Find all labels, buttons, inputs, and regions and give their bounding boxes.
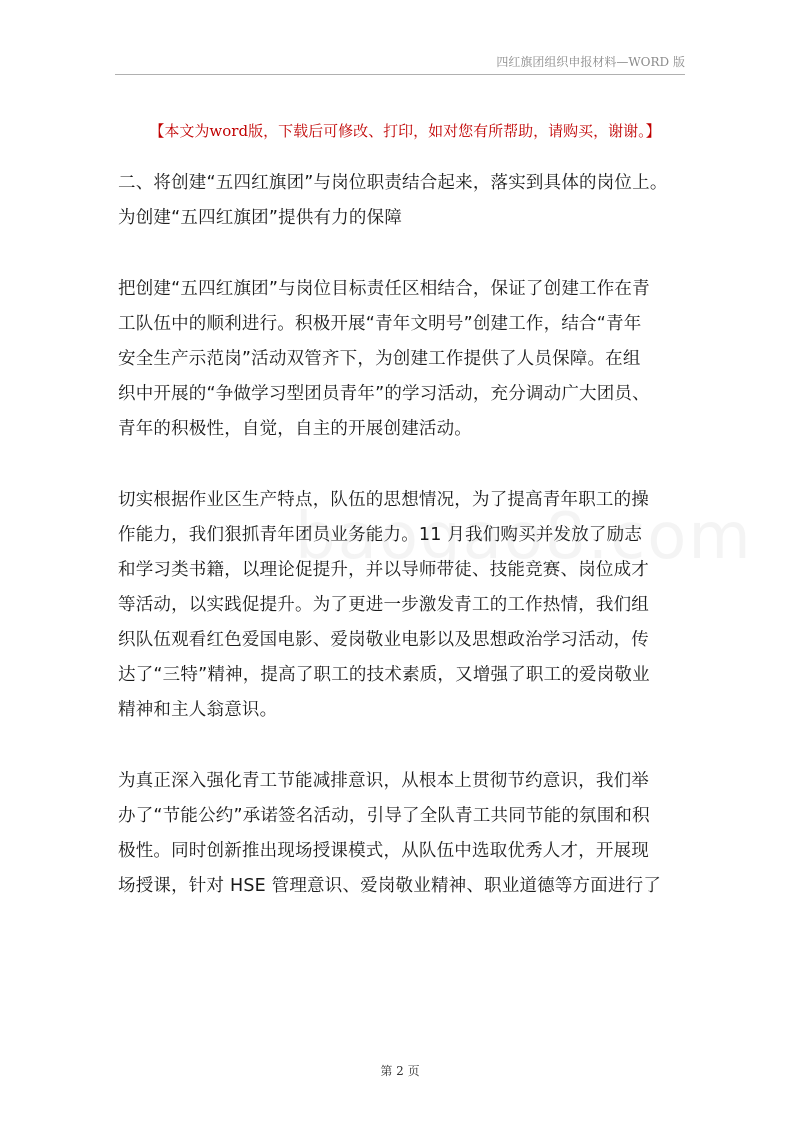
header-divider: [115, 74, 685, 75]
paragraph-line: 极性。同时创新推出现场授课模式，从队伍中选取优秀人才，开展现: [118, 841, 649, 861]
document-header-title: 四红旗团组织申报材料—WORD 版: [496, 55, 685, 69]
paragraph-line: 工队伍中的顺利进行。积极开展“青年文明号”创建工作，结合“青年: [118, 314, 642, 334]
paragraph-3: [118, 764, 686, 904]
heading-line: 为创建“五四红旗团”提供有力的保障: [118, 208, 403, 228]
paragraph-line: 为真正深入强化青工节能减排意识，从根本上贯彻节约意识，我们举: [118, 771, 649, 791]
paragraph-line: 切实根据作业区生产特点，队伍的思想情况，为了提高青年职工的操: [118, 490, 649, 510]
paragraph-2: [118, 483, 686, 728]
spacer: [118, 236, 686, 272]
paragraph-line: 场授课，针对 HSE 管理意识、爱岗敬业精神、职业道德等方面进行了: [118, 876, 662, 896]
paragraph-line: 把创建“五四红旗团”与岗位目标责任区相结合，保证了创建工作在青: [118, 279, 650, 299]
paragraph-line: 织中开展的“争做学习型团员青年”的学习活动，充分调动广大团员、: [118, 384, 650, 404]
paragraph-line: 青年的积极性，自觉，自主的开展创建活动。: [118, 419, 472, 439]
paragraph-line: 作能力，我们狠抓青年团员业务能力。11 月我们购买并发放了励志: [118, 525, 643, 545]
paragraph-1: [118, 272, 686, 447]
spacer: [118, 447, 686, 483]
paragraph-line: 和学习类书籍，以理论促提升，并以导师带徒、技能竞赛、岗位成才: [118, 560, 649, 580]
paragraph-line: 精神和主人翁意识。: [118, 700, 278, 720]
heading-line: 二、将创建“五四红旗团”与岗位职责结合起来，落实到具体的岗位上。: [118, 173, 668, 193]
paragraph-line: 安全生产示范岗”活动双管齐下，为创建工作提供了人员保障。在组: [118, 349, 641, 369]
document-body: [118, 166, 686, 904]
paragraph-line: 达了“三特”精神，提高了职工的技术素质，又增强了职工的爱岗敬业: [118, 665, 650, 685]
spacer: [118, 728, 686, 764]
paragraph-line: 等活动，以实践促提升。为了更进一步激发青工的工作热情，我们组: [118, 595, 649, 615]
download-notice: 【本文为word版，下载后可修改、打印，如对您有所帮助，请购买，谢谢。】: [149, 122, 661, 140]
paragraph-line: 织队伍观看红色爱国电影、爱岗敬业电影以及思想政治学习活动，传: [118, 630, 649, 650]
paragraph-line: 办了“节能公约”承诺签名活动，引导了全队青工共同节能的氛围和积: [118, 806, 650, 826]
page-number: 第 2 页: [380, 1064, 420, 1078]
section-heading: [118, 166, 686, 236]
